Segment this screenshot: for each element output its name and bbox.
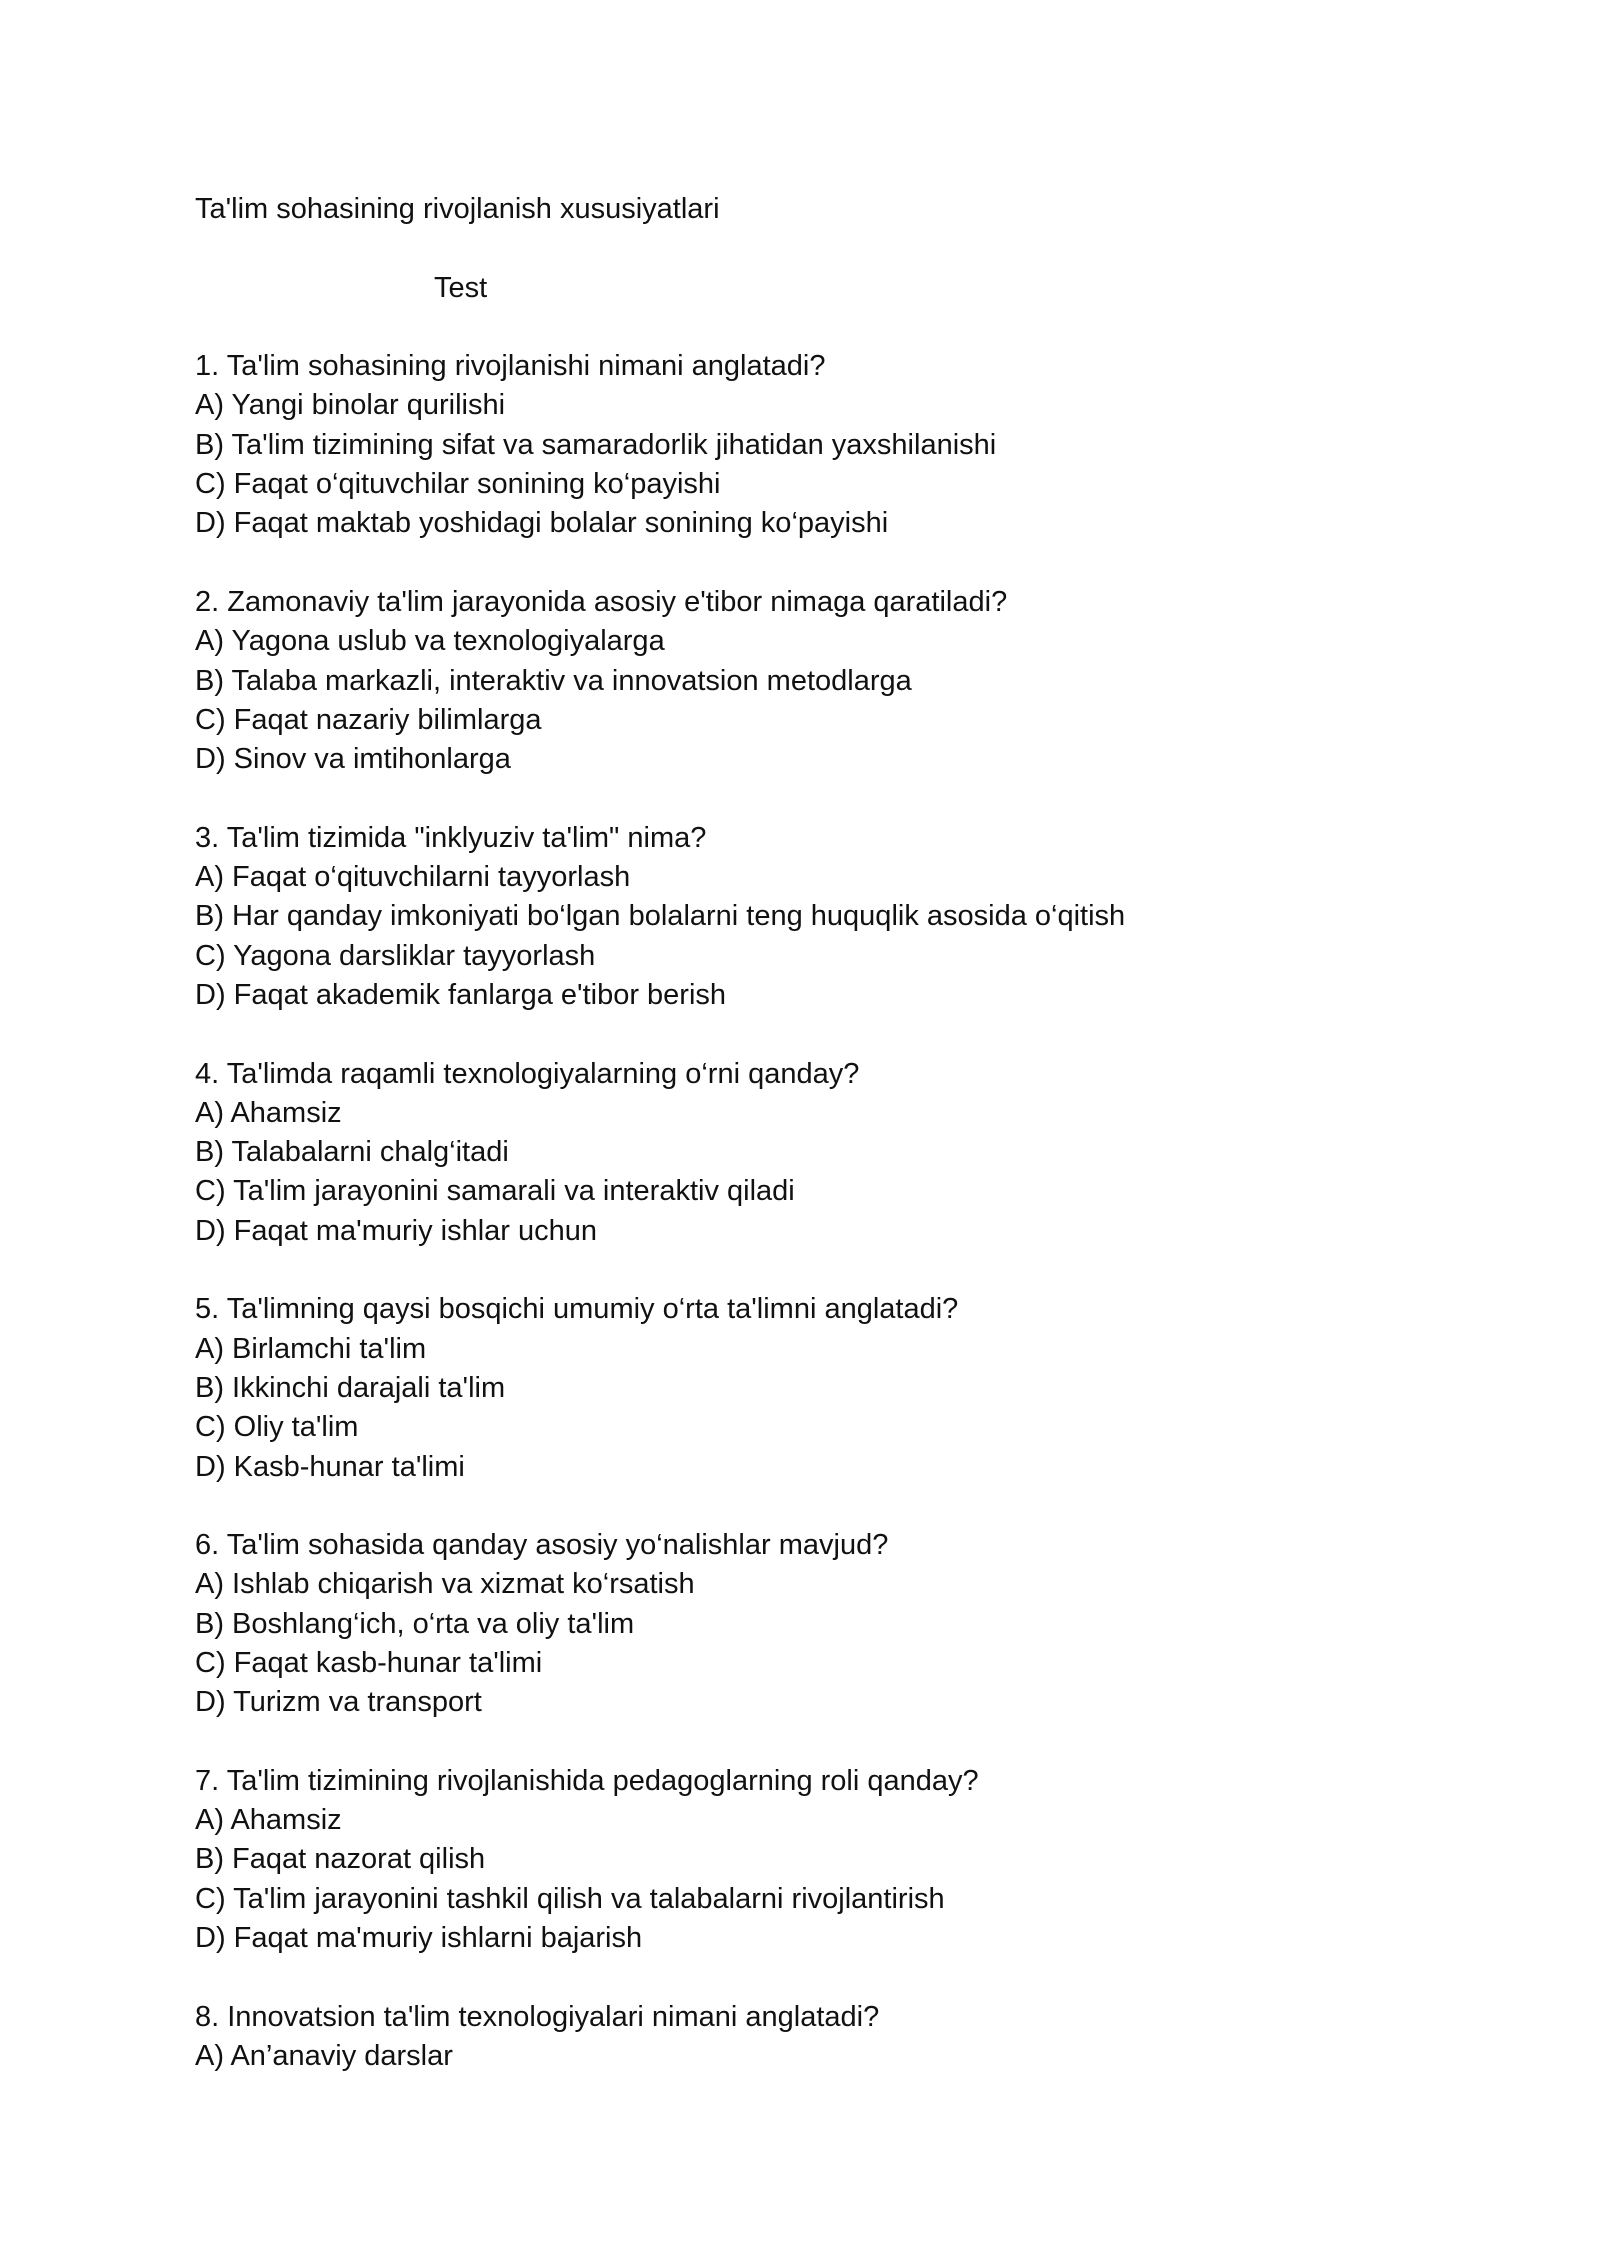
question-block	[195, 583, 1445, 779]
answer-option: C) Faqat o‘qituvchilar sonining ko‘payishi	[195, 468, 721, 501]
answer-option: C) Faqat kasb-hunar ta'limi	[195, 1646, 543, 1679]
answer-option: D) Faqat ma'muriy ishlar uchun	[195, 1214, 598, 1247]
answer-option: B) Faqat nazorat qilish	[195, 1843, 486, 1876]
answer-option: B) Boshlang‘ich, o‘rta va oliy ta'lim	[195, 1607, 635, 1640]
answer-option: D) Faqat maktab yoshidagi bolalar sonining ko‘payishi	[195, 507, 889, 540]
answer-option: A) Yangi binolar qurilishi	[195, 389, 506, 422]
answer-option: C) Oliy ta'lim	[195, 1411, 359, 1444]
question-text: 5. Ta'limning qaysi bosqichi umumiy o‘rta ta'limni anglatadi?	[195, 1293, 959, 1326]
document-content	[195, 190, 1445, 2116]
answer-option: C) Ta'lim jarayonini samarali va interaktiv qiladi	[195, 1175, 795, 1208]
answer-option: A) Birlamchi ta'lim	[195, 1332, 427, 1365]
answer-option: C) Yagona darsliklar tayyorlash	[195, 939, 596, 972]
document-title: Ta'lim sohasining rivojlanish xususiyatlari	[195, 193, 720, 225]
question-text: 6. Ta'lim sohasida qanday asosiy yo‘nalishlar mavjud?	[195, 1529, 889, 1562]
answer-option: D) Faqat akademik fanlarga e'tibor berish	[195, 978, 727, 1011]
answer-option: B) Ta'lim tizimining sifat va samaradorlik jihatidan yaxshilanishi	[195, 428, 997, 461]
answer-option: C) Ta'lim jarayonini tashkil qilish va talabalarni rivojlantirish	[195, 1882, 945, 1915]
answer-option: B) Talaba markazli, interaktiv va innovatsion metodlarga	[195, 664, 912, 697]
question-block	[195, 1762, 1445, 1958]
answer-option: D) Faqat ma'muriy ishlarni bajarish	[195, 1922, 643, 1955]
question-text: 3. Ta'lim tizimida "inklyuziv ta'lim" nima?	[195, 821, 707, 854]
question-text: 8. Innovatsion ta'lim texnologiyalari nimani anglatadi?	[195, 2000, 880, 2033]
answer-option: B) Har qanday imkoniyati bo‘lgan bolalarni teng huquqlik asosida o‘qitish	[195, 900, 1126, 933]
answer-option: A) An’anaviy darslar	[195, 2039, 453, 2072]
question-block	[195, 1998, 1445, 2077]
question-text: 4. Ta'limda raqamli texnologiyalarning o‘rni qanday?	[195, 1057, 860, 1090]
question-text: 2. Zamonaviy ta'lim jarayonida asosiy e'tibor nimaga qaratiladi?	[195, 585, 1008, 618]
answer-option: A) Ahamsiz	[195, 1096, 342, 1129]
answer-option: D) Sinov va imtihonlarga	[195, 743, 511, 776]
question-block	[195, 347, 1445, 543]
answer-option: D) Turizm va transport	[195, 1686, 482, 1719]
answer-option: A) Yagona uslub va texnologiyalarga	[195, 625, 665, 658]
question-text: 7. Ta'lim tizimining rivojlanishida pedagoglarning roli qanday?	[195, 1764, 979, 1797]
answer-option: B) Talabalarni chalg‘itadi	[195, 1136, 509, 1169]
question-block	[195, 1290, 1445, 1486]
answer-option: A) Ahamsiz	[195, 1804, 342, 1837]
answer-option: D) Kasb-hunar ta'limi	[195, 1450, 465, 1483]
answer-option: C) Faqat nazariy bilimlarga	[195, 703, 542, 736]
document-subtitle: Test	[434, 271, 488, 304]
answer-option: A) Faqat o‘qituvchilarni tayyorlash	[195, 861, 631, 894]
question-block	[195, 819, 1445, 1015]
question-text: 1. Ta'lim sohasining rivojlanishi nimani anglatadi?	[195, 350, 826, 383]
question-block	[195, 1055, 1445, 1251]
answer-option: B) Ikkinchi darajali ta'lim	[195, 1371, 506, 1404]
answer-option: A) Ishlab chiqarish va xizmat ko‘rsatish	[195, 1568, 695, 1601]
question-block	[195, 1526, 1445, 1722]
